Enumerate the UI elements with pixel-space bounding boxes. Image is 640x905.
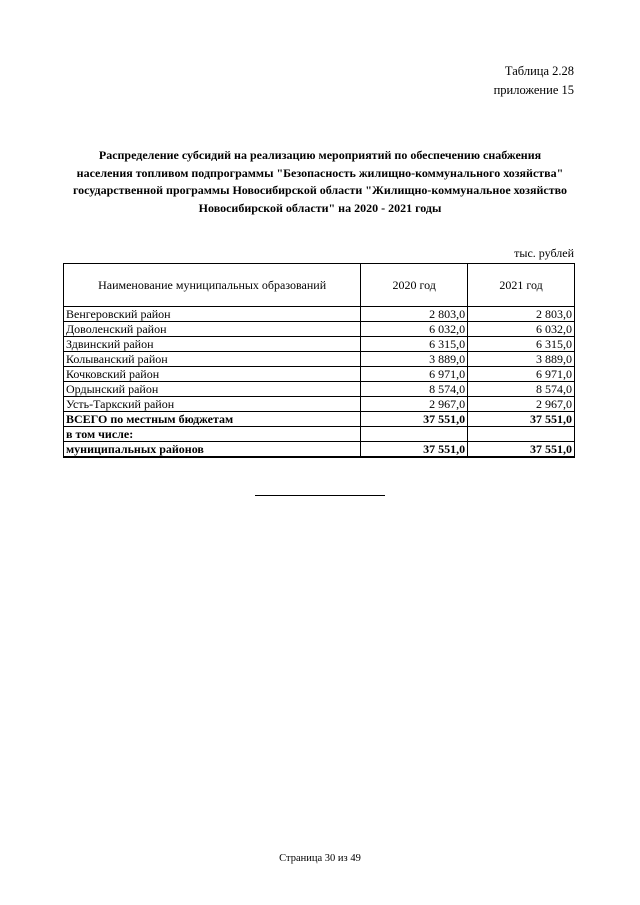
row-2020: 2 967,0 — [361, 397, 468, 412]
including-2020 — [361, 427, 468, 442]
municipal-2020: 37 551,0 — [361, 442, 468, 458]
municipal-row — [64, 442, 575, 458]
row-2021: 6 032,0 — [468, 322, 575, 337]
divider-line — [255, 495, 385, 496]
table-reference — [494, 62, 574, 100]
table-header-row — [64, 264, 575, 307]
row-2021: 6 315,0 — [468, 337, 575, 352]
row-2020: 2 803,0 — [361, 307, 468, 322]
row-2020: 6 315,0 — [361, 337, 468, 352]
including-label: в том числе: — [64, 427, 361, 442]
document-title: Распределение субсидий на реализацию мероприятий по обеспечению снабжения населения топливом подпрограммы "Безопасность жилищно-коммунального хозяйства" государственной программы Новосибирской области "Жилищно-коммунальное хозяйство Новосибирской области" на 2020 - 2021 годы — [72, 148, 568, 215]
municipal-2021: 37 551,0 — [468, 442, 575, 458]
units-label: тыс. рублей — [514, 246, 574, 260]
table-row — [64, 367, 575, 382]
row-name: Кочковский район — [64, 367, 361, 382]
row-2020: 3 889,0 — [361, 352, 468, 367]
row-name: Ордынский район — [64, 382, 361, 397]
table-row — [64, 322, 575, 337]
subsidy-table — [63, 263, 575, 458]
municipal-name: муниципальных районов — [64, 442, 361, 458]
table-row — [64, 397, 575, 412]
table-row — [64, 337, 575, 352]
row-2021: 2 803,0 — [468, 307, 575, 322]
row-name: Колыванский район — [64, 352, 361, 367]
table-number: Таблица 2.28 — [504, 64, 574, 78]
row-2020: 6 032,0 — [361, 322, 468, 337]
table-row — [64, 382, 575, 397]
total-2020: 37 551,0 — [361, 412, 468, 427]
total-row — [64, 412, 575, 427]
row-2021: 8 574,0 — [468, 382, 575, 397]
row-name: Здвинский район — [64, 337, 361, 352]
including-row — [64, 427, 575, 442]
header-2021: 2021 год — [468, 264, 575, 307]
including-2021 — [468, 427, 575, 442]
row-name: Венгеровский район — [64, 307, 361, 322]
row-name: Доволенский район — [64, 322, 361, 337]
total-name: ВСЕГО по местным бюджетам — [64, 412, 361, 427]
row-2020: 6 971,0 — [361, 367, 468, 382]
row-2020: 8 574,0 — [361, 382, 468, 397]
row-2021: 3 889,0 — [468, 352, 575, 367]
table-row — [64, 307, 575, 322]
header-name: Наименование муниципальных образований — [64, 264, 361, 307]
row-2021: 2 967,0 — [468, 397, 575, 412]
appendix-label: приложение 15 — [493, 83, 574, 97]
page-footer: Страница 30 из 49 — [279, 853, 361, 864]
total-2021: 37 551,0 — [468, 412, 575, 427]
row-2021: 6 971,0 — [468, 367, 575, 382]
header-2020: 2020 год — [361, 264, 468, 307]
table-row — [64, 352, 575, 367]
row-name: Усть-Таркский район — [64, 397, 361, 412]
